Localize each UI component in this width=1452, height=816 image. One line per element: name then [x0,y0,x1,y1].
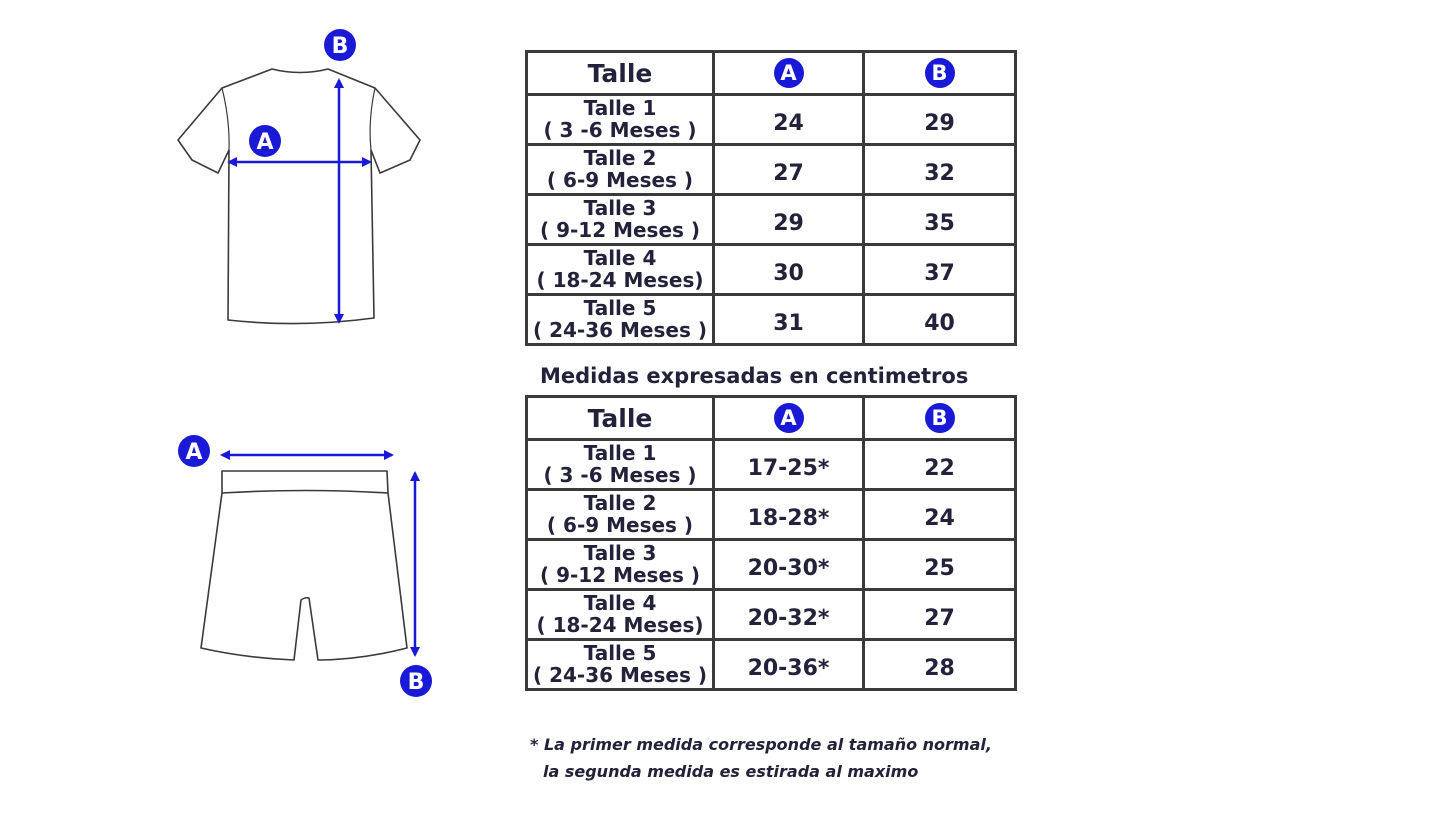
header-talle: Talle [527,397,714,440]
units-note: Medidas expresadas en centimetros [540,364,969,388]
header-a [714,52,864,95]
tshirt-icon [178,69,420,324]
value-a: 30 [714,245,864,295]
value-a: 20-32* [714,590,864,640]
value-b: 24 [864,490,1016,540]
value-b: 37 [864,245,1016,295]
shorts-label-a-text: A [185,440,203,465]
size-cell: Talle 4 ( 18-24 Meses) [527,245,714,295]
stretch-footnote [530,731,992,785]
shorts-icon [201,471,407,660]
badge-a: A [774,403,804,433]
header-b [864,397,1016,440]
size-cell: Talle 2 ( 6-9 Meses ) [527,490,714,540]
table-row [527,590,1016,640]
size-cell: Talle 3 ( 9-12 Meses ) [527,195,714,245]
table-header-row [527,397,1016,440]
value-b: 25 [864,540,1016,590]
shirt-label-b-text: B [331,34,349,59]
table-row [527,540,1016,590]
shirt-label-a [249,125,281,157]
badge-b: B [925,403,955,433]
value-b: 22 [864,440,1016,490]
shirt-label-a-text: A [256,130,274,155]
value-b: 29 [864,95,1016,145]
table-row [527,145,1016,195]
table-row [527,295,1016,345]
shirt-size-table [525,50,1017,346]
table-row [527,195,1016,245]
value-a: 18-28* [714,490,864,540]
size-cell: Talle 2 ( 6-9 Meses ) [527,145,714,195]
size-cell: Talle 3 ( 9-12 Meses ) [527,540,714,590]
size-cell: Talle 1 ( 3 -6 Meses ) [527,440,714,490]
value-a: 29 [714,195,864,245]
badge-a: A [774,58,804,88]
value-a: 24 [714,95,864,145]
table-row [527,640,1016,690]
value-b: 35 [864,195,1016,245]
table-row [527,245,1016,295]
footnote-line-1: * La primer medida corresponde al tamaño normal, [530,735,992,754]
table-row [527,440,1016,490]
header-a [714,397,864,440]
value-a: 27 [714,145,864,195]
table-row [527,95,1016,145]
footnote-line-2: la segunda medida es estirada al maximo [543,762,919,781]
value-a: 20-30* [714,540,864,590]
value-b: 32 [864,145,1016,195]
size-cell: Talle 1 ( 3 -6 Meses ) [527,95,714,145]
value-b: 28 [864,640,1016,690]
shorts-label-a [178,435,210,467]
value-b: 40 [864,295,1016,345]
value-a: 20-36* [714,640,864,690]
shorts-size-table [525,395,1017,691]
header-talle: Talle [527,52,714,95]
value-a: 17-25* [714,440,864,490]
shirt-label-b [324,29,356,61]
value-b: 27 [864,590,1016,640]
size-cell: Talle 5 ( 24-36 Meses ) [527,295,714,345]
header-b [864,52,1016,95]
size-cell: Talle 4 ( 18-24 Meses) [527,590,714,640]
badge-b: B [925,58,955,88]
table-header-row [527,52,1016,95]
shorts-label-b [400,665,432,697]
size-cell: Talle 5 ( 24-36 Meses ) [527,640,714,690]
shorts-label-b-text: B [407,670,425,695]
table-row [527,490,1016,540]
value-a: 31 [714,295,864,345]
